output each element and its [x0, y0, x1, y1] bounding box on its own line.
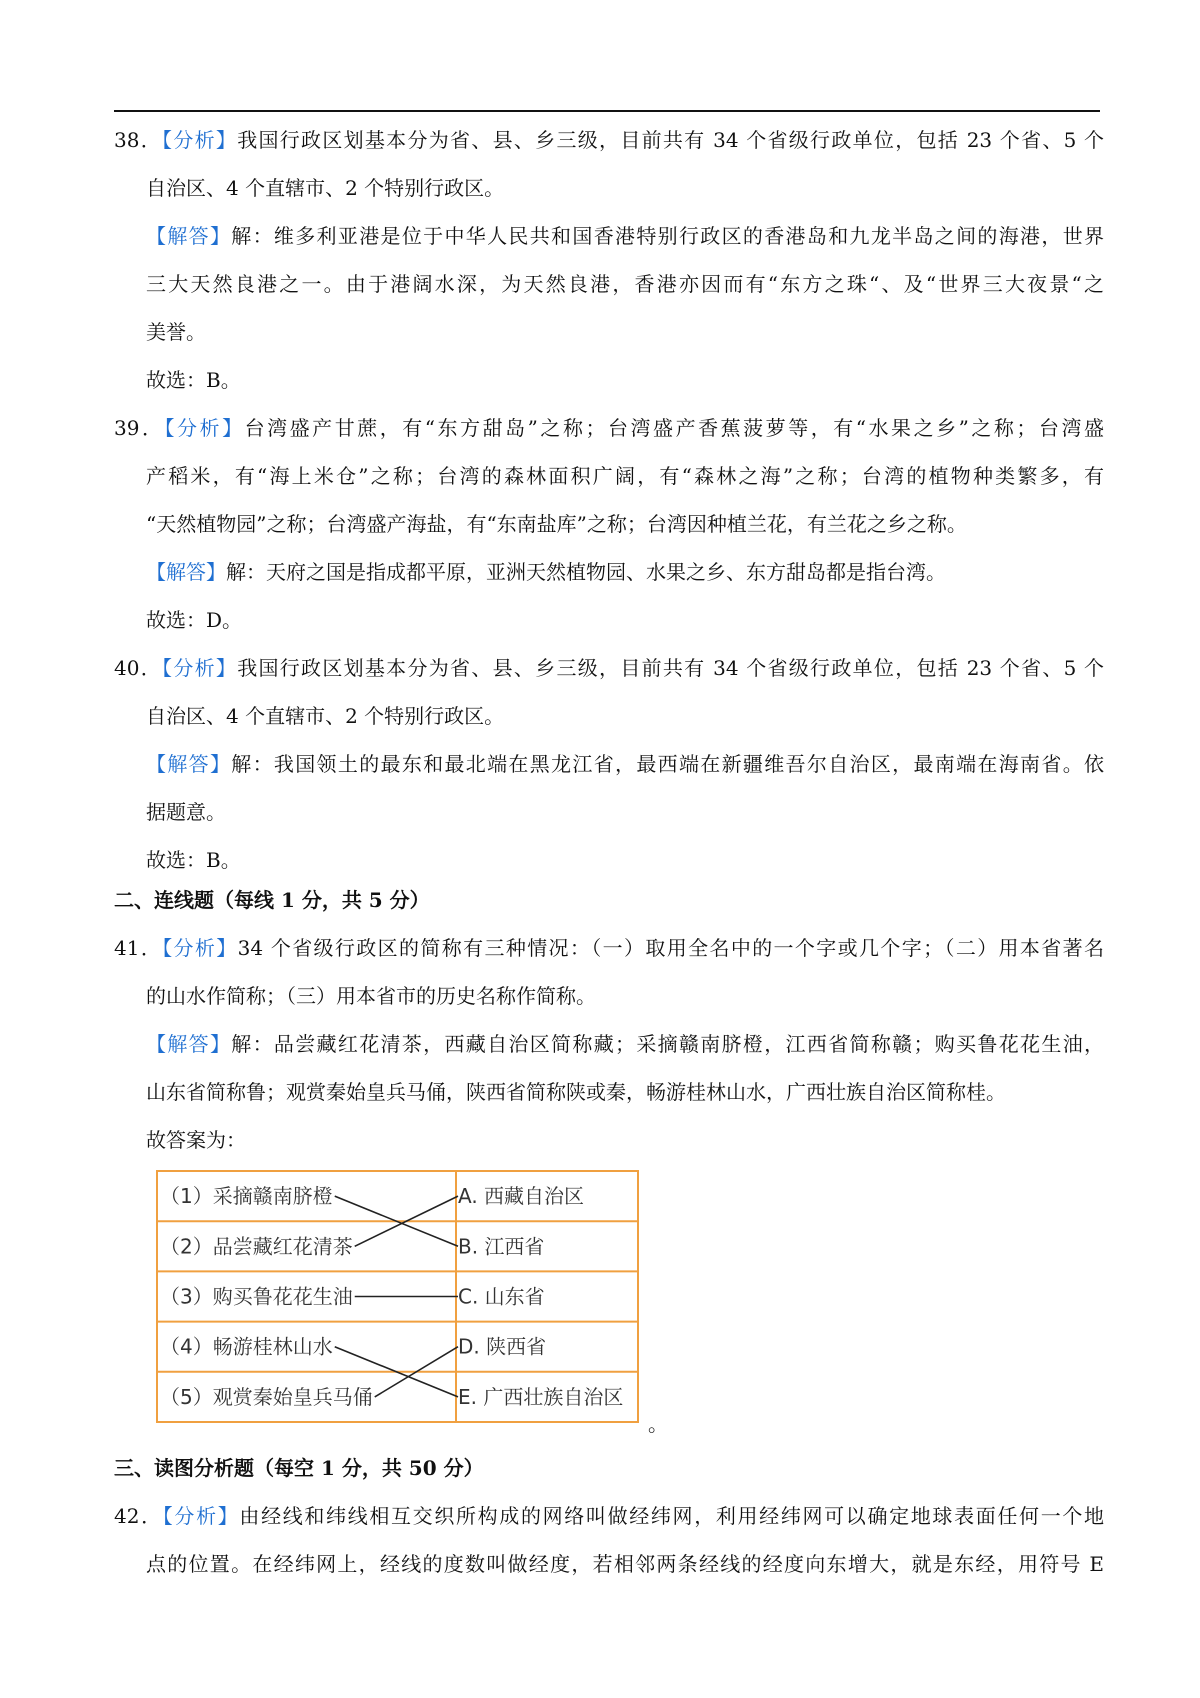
q42-analysis-line-2: 点的位置。在经纬网上，经线的度数叫做经度，若相邻两条经线的经度向东增大，就是东经，用符号 E: [146, 1552, 1104, 1576]
q39-answer-line-1: 【解答】解：天府之国是指成都平原，亚洲天然植物园、水果之乡、东方甜岛都是指台湾。: [146, 560, 946, 584]
answer-tag: 【解答】: [146, 1032, 232, 1056]
q41-analysis-line-2: 的山水作简称；（三）用本省市的历史名称作简称。: [146, 984, 596, 1008]
left-item: （3）购买鲁花花生油: [160, 1284, 353, 1309]
left-item: （2）品尝藏红花清茶: [160, 1234, 353, 1259]
q40-answer-line-1: 【解答】解：我国领土的最东和最北端在黑龙江省，最西端在新疆维吾尔自治区，最南端在海南省。依: [146, 752, 1105, 776]
analysis-tag: 【分析】: [164, 416, 245, 440]
q41-answer-intro: 故答案为：: [146, 1128, 246, 1152]
answer-tag: 【解答】: [146, 224, 232, 248]
q40-analysis-line-2: 自治区、4 个直辖市、2 个特别行政区。: [146, 704, 505, 728]
q38-answer-line-3: 美誉。: [146, 320, 206, 344]
q38-answer-line-2: 三大天然良港之一。由于港阔水深，为天然良港，香港亦因而有“东方之珠“、及“世界三大夜景“之: [146, 272, 1104, 296]
left-item: （4）畅游桂林山水: [160, 1334, 333, 1359]
section-3-heading: 三、读图分析题（每空 1 分，共 50 分）: [114, 1456, 484, 1480]
analysis-tag: 【分析】: [162, 1504, 240, 1528]
q42-analysis-line-1: 42．【分析】由经线和纬线相互交织所构成的网络叫做经纬网，利用经纬网可以确定地球表面任何一个地: [114, 1504, 1105, 1528]
q40-answer-line-2: 据题意。: [146, 800, 226, 824]
analysis-tag: 【分析】: [162, 656, 238, 680]
q38-answer-line-1: 【解答】解：维多利亚港是位于中华人民共和国香港特别行政区的香港岛和九龙半岛之间的海港，世界: [146, 224, 1105, 248]
left-item: （5）观赏秦始皇兵马俑: [160, 1384, 373, 1409]
question-39: [114, 404, 1104, 644]
q41-answer-line-1: 【解答】解：品尝藏红花清茶，西藏自治区简称藏；采摘赣南脐橙，江西省简称赣；购买鲁花花生油，: [146, 1032, 1105, 1056]
answer-tag: 【解答】: [146, 560, 226, 584]
right-item: E. 广西壮族自治区: [458, 1384, 624, 1409]
analysis-tag: 【分析】: [162, 128, 238, 152]
q38-choice: 故选：B。: [146, 368, 241, 392]
matching-answer-table: [156, 1170, 639, 1423]
connecting-lines: [335, 1196, 458, 1397]
q38-analysis-line-2: 自治区、4 个直辖市、2 个特别行政区。: [146, 176, 505, 200]
q39-analysis-line-2: 产稻米，有“海上米仓”之称；台湾的森林面积广阔，有“森林之海”之称；台湾的植物种类繁多，有: [146, 464, 1104, 488]
question-38: [114, 116, 1104, 404]
right-item: D. 陕西省: [458, 1334, 547, 1359]
q39-analysis-line-1: 39．【分析】台湾盛产甘蔗，有“东方甜岛”之称；台湾盛产香蕉菠萝等，有“水果之乡”之称；台湾盛: [114, 416, 1104, 440]
q38-analysis-line-1: 38．【分析】我国行政区划基本分为省、县、乡三级，目前共有 34 个省级行政单位，包括 23 个省、5 个: [114, 128, 1105, 152]
q40-analysis-line-1: 40．【分析】我国行政区划基本分为省、县、乡三级，目前共有 34 个省级行政单位，包括 23 个省、5 个: [114, 656, 1105, 680]
left-item: （1）采摘赣南脐橙: [160, 1184, 333, 1209]
table-suffix: 。: [648, 1412, 668, 1436]
q39-analysis-line-3: “天然植物园”之称；台湾盛产海盐，有“东南盐库”之称；台湾因种植兰花，有兰花之乡之称。: [146, 512, 967, 536]
question-40: [114, 644, 1104, 884]
right-item: C. 山东省: [458, 1284, 545, 1309]
analysis-tag: 【分析】: [162, 936, 238, 960]
right-item: B. 江西省: [458, 1234, 545, 1259]
right-item: A. 西藏自治区: [458, 1184, 585, 1209]
q40-choice: 故选：B。: [146, 848, 241, 872]
q39-choice: 故选：D。: [146, 608, 243, 632]
question-41: [114, 924, 1104, 1164]
answer-tag: 【解答】: [146, 752, 232, 776]
header-rule: [114, 110, 1100, 112]
q41-analysis-line-1: 41．【分析】34 个省级行政区的简称有三种情况：（一）取用全名中的一个字或几个字；（二）用本省著名: [114, 936, 1105, 960]
question-42: [114, 1492, 1104, 1588]
section-2-heading: 二、连线题（每线 1 分，共 5 分）: [114, 888, 430, 912]
q41-answer-line-2: 山东省简称鲁；观赏秦始皇兵马俑，陕西省简称陕或秦，畅游桂林山水，广西壮族自治区简称桂。: [146, 1080, 1006, 1104]
